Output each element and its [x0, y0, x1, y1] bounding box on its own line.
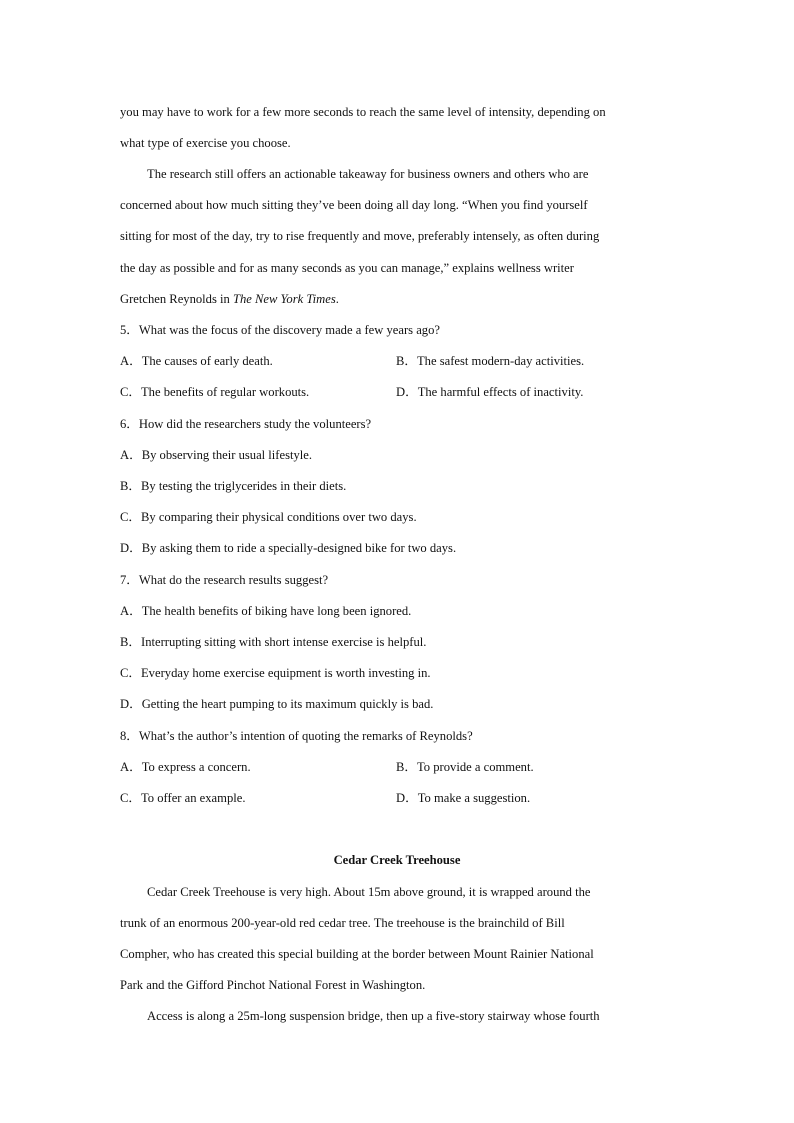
- passage1-line: concerned about how much sitting they’ve been doing all day long. “When you find yourself: [120, 198, 588, 212]
- passage1-line: [120, 291, 339, 307]
- passage1-line: you may have to work for a few more seconds to reach the same level of intensity, depending on: [120, 105, 606, 119]
- answer-option: A．The health benefits of biking have long been ignored.: [120, 604, 412, 618]
- question-stem: 6．How did the researchers study the volunteers?: [120, 417, 372, 431]
- answer-option: A．By observing their usual lifestyle.: [120, 448, 313, 462]
- passage1-text: Gretchen Reynolds in: [120, 292, 233, 306]
- answer-option: A．To express a concern.: [120, 760, 251, 774]
- answer-option: D．By asking them to ride a specially-designed bike for two days.: [120, 541, 457, 555]
- passage2-line: trunk of an enormous 200-year-old red cedar tree. The treehouse is the brainchild of Bill: [120, 916, 565, 930]
- question-stem: 7．What do the research results suggest?: [120, 573, 329, 587]
- answer-option: A．The causes of early death.: [120, 354, 273, 368]
- passage1-text: .: [335, 292, 339, 306]
- answer-option: B．The safest modern-day activities.: [396, 354, 585, 368]
- answer-option: C．Everyday home exercise equipment is worth investing in.: [120, 666, 431, 680]
- passage2-line: Access is along a 25m-long suspension bridge, then up a five-story stairway whose fourth: [147, 1009, 600, 1023]
- answer-option: C．By comparing their physical conditions over two days.: [120, 510, 417, 524]
- passage2-line: Compher, who has created this special building at the border between Mount Rainier National: [120, 947, 594, 961]
- answer-option: B．By testing the triglycerides in their diets.: [120, 479, 347, 493]
- publication-name: The New York Times: [232, 292, 336, 306]
- passage1-line: the day as possible and for as many seconds as you can manage,” explains wellness writer: [120, 261, 574, 275]
- answer-option: D．The harmful effects of inactivity.: [396, 385, 584, 399]
- answer-option: B．Interrupting sitting with short intense exercise is helpful.: [120, 635, 427, 649]
- passage1-line: The research still offers an actionable takeaway for business owners and others who are: [147, 167, 589, 181]
- passage-title: Cedar Creek Treehouse: [333, 853, 461, 867]
- answer-option: C．To offer an example.: [120, 791, 246, 805]
- passage1-line: sitting for most of the day, try to rise frequently and move, preferably intensely, as often during: [120, 229, 600, 243]
- answer-option: D．To make a suggestion.: [396, 791, 531, 805]
- passage2-line: Park and the Gifford Pinchot National Forest in Washington.: [120, 978, 426, 992]
- answer-option: B．To provide a comment.: [396, 760, 534, 774]
- question-stem: 5．What was the focus of the discovery made a few years ago?: [120, 323, 440, 337]
- question-stem: 8．What’s the author’s intention of quoting the remarks of Reynolds?: [120, 729, 473, 743]
- passage1-line: what type of exercise you choose.: [120, 136, 291, 150]
- answer-option: C．The benefits of regular workouts.: [120, 385, 310, 399]
- passage2-line: Cedar Creek Treehouse is very high. About 15m above ground, it is wrapped around the: [147, 885, 591, 899]
- answer-option: D．Getting the heart pumping to its maximum quickly is bad.: [120, 697, 434, 711]
